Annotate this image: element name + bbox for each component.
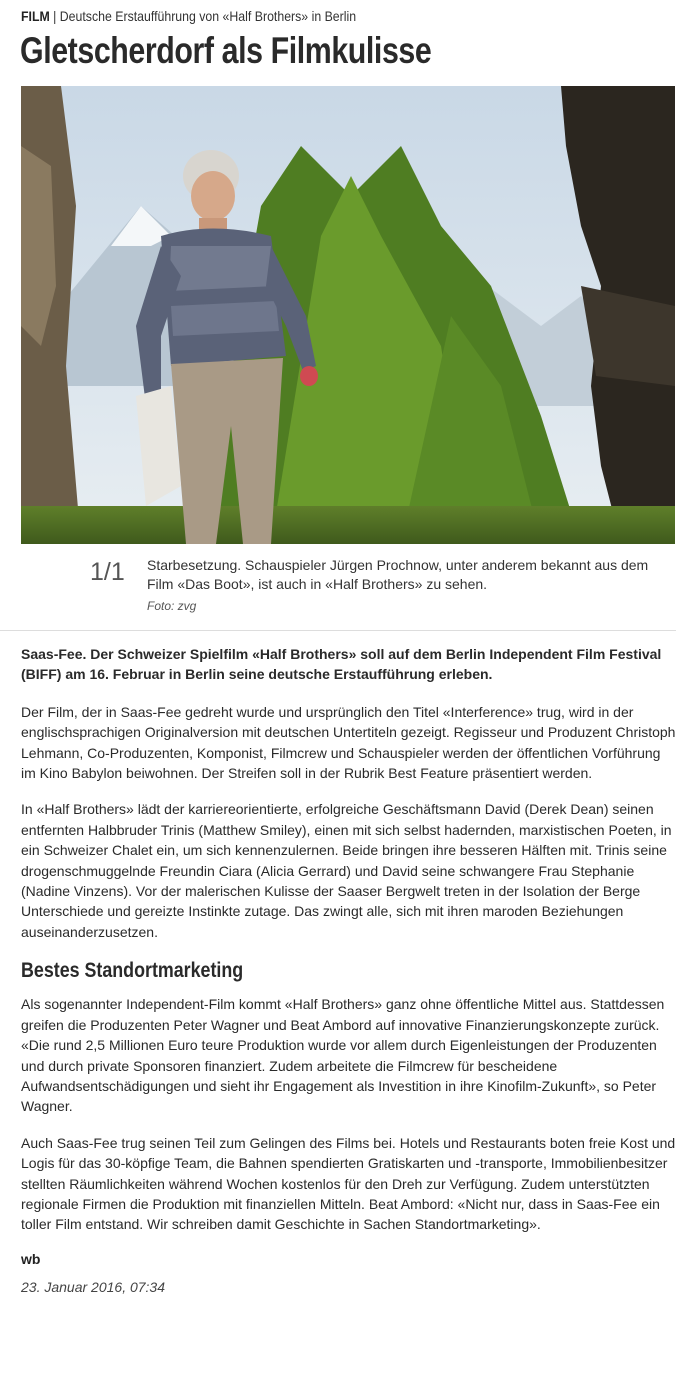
article-paragraph: Auch Saas-Fee trug seinen Teil zum Gelingen des Films bei. Hotels und Restaurants boten freie Kost und Logis für das 30-köpfige Team, die Bahnen spendierten Gratiskarten und -transporte, Immobilienbesitzer stellten Räumlichkeiten während Wochen kostenlos für den Dreh zur Verfügung. Zudem unterstützten regionale Firmen die Produktion mit finanziellen Mitteln. Beat Ambord: «Nicht nur, dass in Saas-Fee ein toller Film entstand. Wir schreiben damit Geschichte in Sachen Standortmarketing». bbox=[21, 1134, 676, 1233]
kicker-text: Deutsche Erstaufführung von «Half Brothers» in Berlin bbox=[59, 8, 357, 24]
article-lead: Saas-Fee. Der Schweizer Spielfilm «Half Brothers» soll auf dem Berlin Independent Film Festival (BIFF) am 16. Februar in Berlin seine deutsche Erstaufführung erleben. bbox=[21, 646, 662, 683]
author-initials: wb bbox=[21, 1250, 41, 1267]
kicker bbox=[21, 8, 356, 24]
publish-date: 23. Januar 2016, 07:34 bbox=[21, 1278, 166, 1295]
image-counter: 1/1 bbox=[90, 558, 125, 586]
article-paragraph: Als sogenannter Independent-Film kommt «Half Brothers» ganz ohne öffentliche Mittel aus. Stattdessen greifen die Produzenten Peter Wagner und Beat Ambord auf innovative Finanzierungskonzepte zurück. «Die rund 2,5 Millionen Euro teure Produktion wurde vor allem durch Eigenleistungen der Produzenten und durch private Sponsoren finanziert. Zudem arbeitete die Filmcrew für bescheidene Aufwandsentschädigungen und sieht ihr Engagement als Investition in ihre Kinofilm-Zukunft», so Peter Wagner. bbox=[21, 996, 665, 1115]
image-caption: Starbesetzung. Schauspieler Jürgen Prochnow, unter anderem bekannt aus dem Film «Das Boot», ist auch in «Half Brothers» zu sehen. bbox=[147, 557, 649, 592]
photo-illustration bbox=[21, 86, 675, 544]
image-caption-block bbox=[0, 544, 676, 631]
page-title: Gletscherdorf als Filmkulisse bbox=[20, 30, 432, 71]
article-subheading: Bestes Standortmarketing bbox=[21, 959, 244, 983]
kicker-separator: | bbox=[49, 8, 60, 24]
article-body bbox=[21, 644, 677, 1295]
article-photo[interactable] bbox=[21, 86, 675, 544]
article-paragraph: In «Half Brothers» lädt der karriereorientierte, erfolgreiche Geschäftsmann David (Derek Dean) seinen entfernten Halbbruder Trinis (Matthew Smiley), einen mit sich selbst hadernden, marxistischen Poeten, in ein Schweizer Chalet ein, um sich kennenzulernen. Beide bringen ihre besseren Hälften mit. Trinis seine drogenschmuggelnde Freundin Ciara (Alicia Gerrard) und David seine schwangere Frau Stephanie (Nadine Vinzens). Vor der malerischen Kulisse der Saaser Bergwelt treten in der Isolation der Berge Unterschiede und gereizte Instinkte zutage. Das zwingt alle, sich mit ihren maroden Beziehungen auseinanderzusetzen. bbox=[21, 801, 672, 940]
article-paragraph: Der Film, der in Saas-Fee gedreht wurde und ursprünglich den Titel «Interference» trug, wird in der englischsprachigen Originalversion mit deutschen Untertiteln gezeigt. Regisseur und Produzent Christoph Lehmann, Co-Produzenten, Komponist, Filmcrew und Schauspieler werden der öffentlichen Vorführung im Kino Babylon beiwohnen. Der Streifen soll in der Rubrik Best Feature präsentiert werden. bbox=[21, 703, 676, 782]
photo-credit: Foto: zvg bbox=[147, 599, 197, 613]
kicker-category[interactable]: FILM bbox=[21, 8, 50, 24]
